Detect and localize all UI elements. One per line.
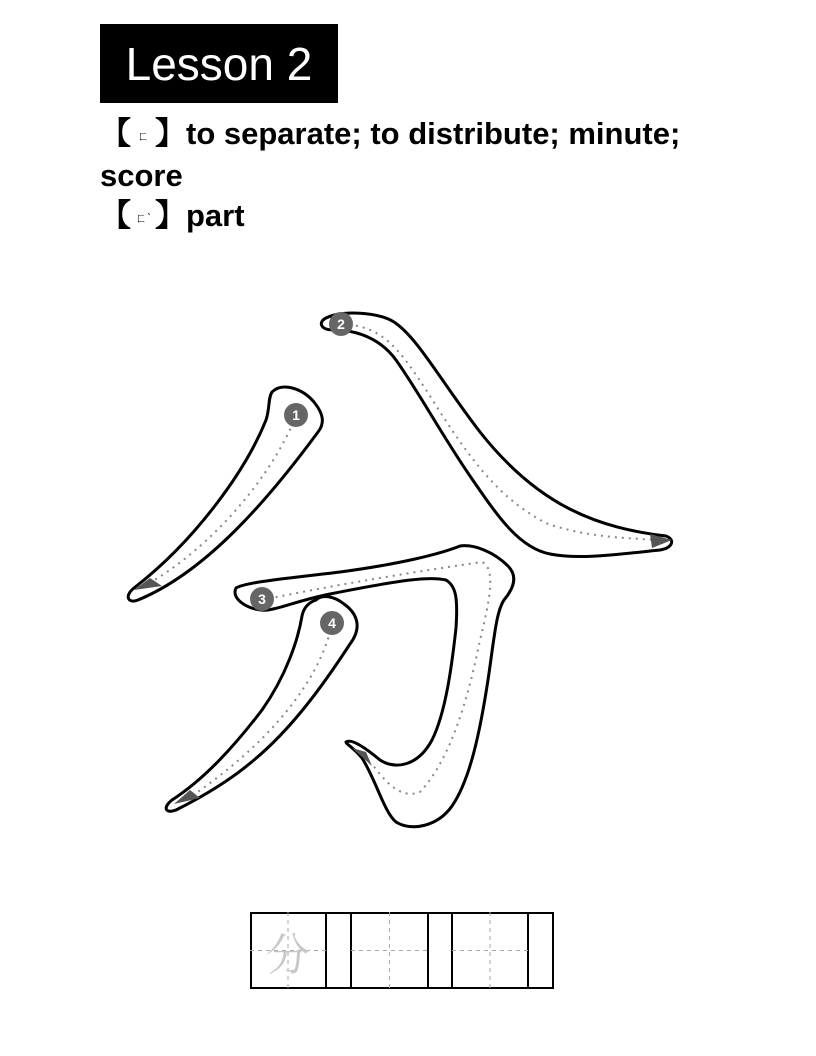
stroke-number-3 — [250, 587, 274, 611]
practice-guide-character: 分 — [266, 929, 310, 981]
meaning: to separate; to distribute; minute; score — [100, 116, 681, 193]
stroke-number-1-label: 1 — [292, 407, 300, 423]
stroke-number-2-label: 2 — [337, 316, 345, 332]
stroke-number-1 — [284, 403, 308, 427]
bracket-close: 】 — [155, 116, 186, 151]
zhuyin: ㄈˋ — [135, 210, 151, 225]
stroke-number-2 — [329, 312, 353, 336]
bracket-open: 【 — [100, 197, 131, 233]
bracket-close: 】 — [155, 197, 186, 233]
practice-grid — [250, 912, 554, 989]
stroke-number-4 — [320, 611, 344, 635]
zhuyin: ㄈ — [136, 128, 149, 143]
bracket-open: 【 — [100, 116, 131, 151]
lesson-title: Lesson 2 — [100, 24, 338, 103]
meaning: part — [186, 197, 245, 233]
stroke-number-3-label: 3 — [258, 591, 266, 607]
stroke-2-outline — [321, 313, 671, 556]
stroke-number-4-label: 4 — [328, 615, 336, 631]
